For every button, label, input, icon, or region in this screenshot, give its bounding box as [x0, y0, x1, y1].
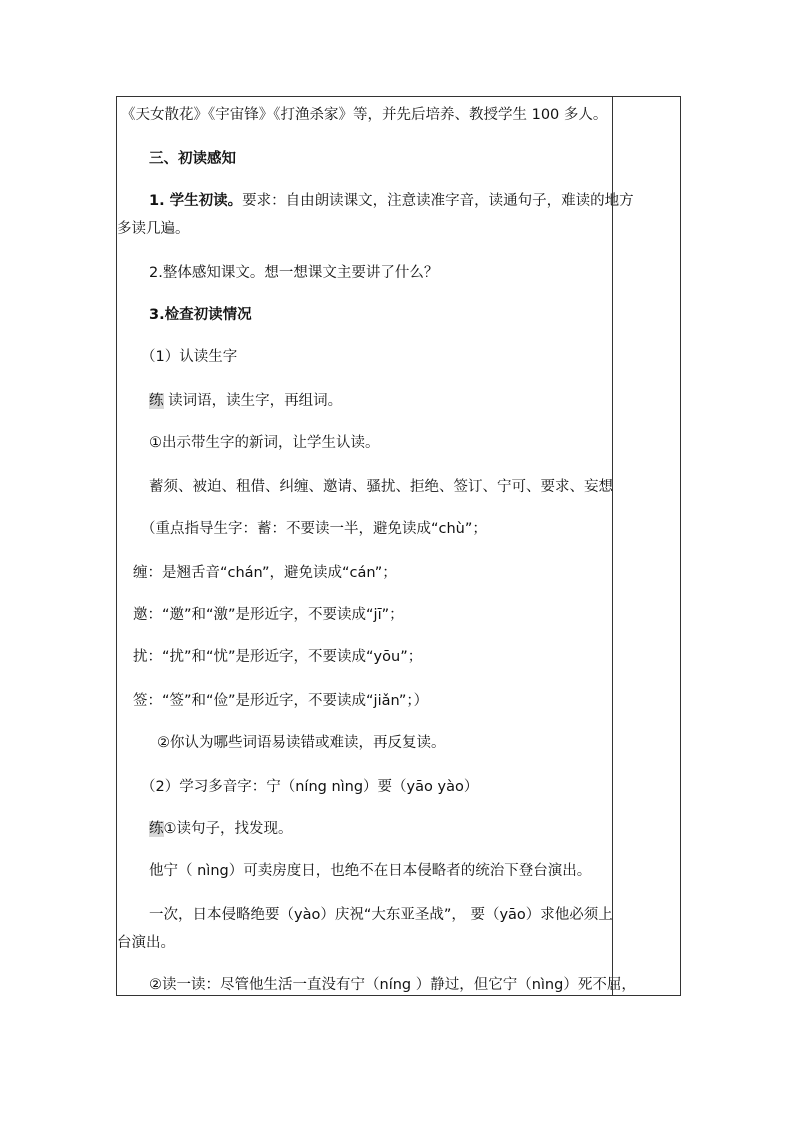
- lesson-content-cell: [117, 97, 636, 995]
- text-line-5: 2.整体感知课文。想一想课文主要讲了什么？: [149, 265, 439, 281]
- step-3-heading: 3.检查初读情况: [149, 307, 252, 323]
- text-line-14: 扰：“扰”和“忧”是形近字，不要读成“yōu”；: [133, 649, 423, 665]
- text-line-22: ②读一读：尽管他生活一直没有宁（níng ）静过，但它宁（nìng）死不屈，: [149, 977, 636, 993]
- section-heading-reading: 三、初读感知: [149, 151, 236, 167]
- text-line-3: [149, 191, 634, 211]
- practice-tag: 练: [149, 393, 164, 409]
- text-line-13: 邀：“邀”和“激”是形近字，不要读成“jī”；: [133, 607, 404, 623]
- text-line-20: 一次，日本侵略绝要（yào）庆祝“大东亚圣战”， 要（yāo）求他必须上: [149, 907, 613, 923]
- practice-text-2: ①读句子，找发现。: [163, 821, 293, 837]
- practice-line-2: [149, 819, 293, 839]
- sub-heading-1: （1）认读生字: [141, 349, 238, 365]
- text-line-19: 他宁（ nìng）可卖房度日，也绝不在日本侵略者的统治下登台演出。: [149, 863, 592, 879]
- text-line-1: 《天女散花》《宇宙锋》《打渔杀家》等，并先后培养、教授学生 100 多人。: [121, 107, 608, 123]
- practice-tag-2: 练: [149, 821, 164, 837]
- text-line-9: ①出示带生字的新词，让学生认读。: [149, 435, 380, 451]
- text-line-21: 台演出。: [117, 935, 175, 951]
- text-line-11: （重点指导生字：蓄：不要读一半，避免读成“chù”；: [141, 521, 487, 537]
- lesson-table: [116, 96, 681, 996]
- text-line-16: ②你认为哪些词语易读错或难读，再反复读。: [157, 735, 446, 751]
- practice-text: 读词语，读生字，再组词。: [163, 393, 343, 409]
- right-column-divider: [612, 97, 613, 995]
- text-line-4: 多读几遍。: [117, 221, 190, 237]
- step-1-label: 1. 学生初读。: [149, 193, 243, 209]
- sub-heading-2: （2）学习多音字：宁（níng nìng）要（yāo yào）: [141, 779, 479, 795]
- text-line-12: 缠：是翘舌音“chán”，避免读成“cán”；: [133, 565, 397, 581]
- text-line-15: 签：“签”和“俭”是形近字，不要读成“jiǎn”；）: [133, 693, 429, 709]
- step-1-rest: 要求：自由朗读课文，注意读准字音，读通句子，难读的地方: [242, 193, 634, 209]
- practice-line-1: [149, 391, 342, 411]
- word-list: 蓄须、被迫、租借、纠缠、邀请、骚扰、拒绝、签订、宁可、要求、妄想: [149, 479, 613, 495]
